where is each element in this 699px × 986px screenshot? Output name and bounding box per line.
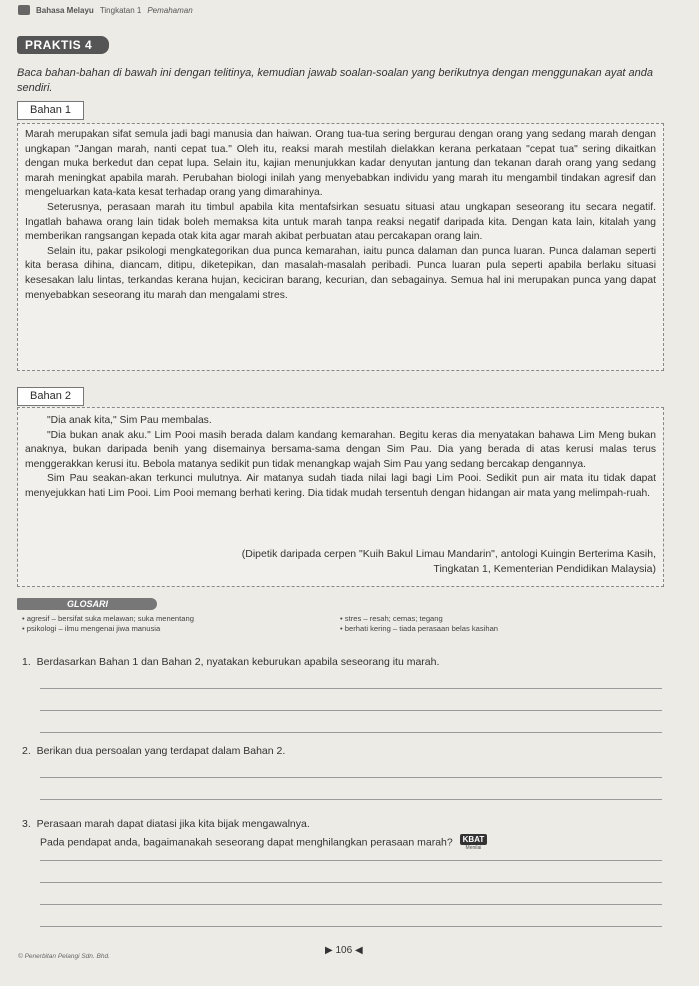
glossary-item: • berhati kering – tiada perasaan belas kasihan (340, 624, 499, 633)
glossary-right (340, 614, 670, 634)
answer-line[interactable] (40, 904, 662, 905)
book-logo-icon (18, 5, 30, 15)
answer-line[interactable] (40, 688, 662, 689)
glossary-left (22, 614, 322, 634)
question-3-part2: Pada pendapat anda, bagaimanakah seseorang dapat menghilangkan perasaan marah? KBAT Menilai (40, 834, 665, 851)
page-number: ▶ 106 ◀ (325, 945, 363, 956)
header-subject: Bahasa Melayu (36, 5, 94, 15)
glossary-item: • agresif – bersifat suka melawan; suka menentang (22, 614, 194, 623)
publisher-credit: © Penerbitan Pelangi Sdn. Bhd. (18, 953, 110, 960)
question-3: 3. Perasaan marah dapat diatasi jika kita bijak mengawalnya. (22, 818, 310, 830)
bahan2-paragraph: "Dia anak kita," Sim Pau membalas. (47, 415, 212, 426)
header-grade: Tingkatan 1 (99, 5, 142, 15)
source-citation (25, 547, 656, 577)
bahan1-paragraph: Seterusnya, perasaan marah itu timbul apabila kita mentafsirkan sesuatu situasi atau ungkapan seseorang itu secara negatif. Ingatlah bahawa orang lain tidak boleh memaksa kita untuk marah tanpa reaksi negatif daripada kita. Dengan kata lain, kitalah yang memberikan rangsangan kepada otak kita agar marah akibat perbuatan atau percakapan orang lain. (25, 201, 656, 243)
answer-line[interactable] (40, 860, 662, 861)
answer-line[interactable] (40, 777, 662, 778)
instructions: Baca bahan-bahan di bawah ini dengan telitinya, kemudian jawab soalan-soalan yang berikutnya dengan menggunakan ayat anda sendiri. (17, 67, 654, 94)
question-1: 1. Berdasarkan Bahan 1 dan Bahan 2, nyatakan keburukan apabila seseorang itu marah. (22, 656, 440, 668)
bahan2-paragraph: "Dia bukan anak aku." Lim Pooi masih berada dalam kandang kemarahan. Begitu keras dia menyatakan bahawa Lim Meng bukan anaknya, bukan daripada benih yang disemainya bersama-sama dengan Sim Pau. Dia yang berada di atas kerusi malas terus menggerakkan kerusi itu. Bebola matanya sedikit pun tidak menangkap wajah Sim Pau yang sedang bercakap dengannya. (25, 429, 656, 470)
bahan1-paragraph: Selain itu, pakar psikologi mengkategorikan dua punca kemarahan, iaitu punca dalaman dan punca luaran. Punca dalaman seperti kita berasa dihina, diancam, ditipu, diketepikan, dan masalah-masalah peribadi. Punca luaran pula seperti apabila berlaku situasi kesesakan lalu lintas, terkandas kerana hujan, keciciran barang, kecurian, dan sebagainya. Semua hal ini merupakan punca yang dapat menyebabkan seseorang itu marah dan mengalami stres. (25, 245, 656, 301)
question-2: 2. Berikan dua persoalan yang terdapat dalam Bahan 2. (22, 745, 286, 757)
bahan2-text (25, 414, 656, 502)
answer-line[interactable] (40, 710, 662, 711)
answer-line[interactable] (40, 799, 662, 800)
answer-line[interactable] (40, 926, 662, 927)
bahan2-paragraph: Sim Pau seakan-akan terkunci mulutnya. Air matanya sudah tiada nilai lagi bagi Lim Pooi. Sedikit pun air mata itu tidak dapat menyejukkan hati Lim Pooi. Lim Pooi memang berhati kering. Dia tidak mudah tersentuh dengan hidangan air mata yang melimpah-ruah. (25, 473, 656, 499)
kbat-badge: KBAT Menilai (460, 834, 488, 851)
section-title: PRAKTIS 4 (17, 36, 109, 54)
bahan2-label: Bahan 2 (17, 387, 84, 406)
header-chapter: Pemahaman (147, 5, 193, 15)
triangle-left-icon: ◀ (354, 945, 363, 956)
glossary-item: • stres – resah; cemas; tegang (340, 614, 443, 623)
bahan1-paragraph: Marah merupakan sifat semula jadi bagi manusia dan haiwan. Orang tua-tua sering bergurau dengan orang yang sedang marah dengan ungkapan "Jangan marah, nanti cepat tua." Oleh itu, reaksi marah mestilah dielakkan kerana perkataan "cepat tua" sering dikaitkan dengan muka berkedut dan cepat lupa. Selain itu, kajian menunjukkan kadar denyutan jantung dan tekanan darah orang yang sedang marah meningkat apabila marah. Perubahan biologi inilah yang menyebabkan individu yang marah itu mengambil tindakan agresif dan mengeluarkan kata-kata kesat terhadap orang yang dimarahinya. (25, 129, 656, 199)
running-header (18, 5, 193, 15)
glossary-item: • psikologi – ilmu mengenai jiwa manusia (22, 624, 161, 633)
bahan1-label: Bahan 1 (17, 101, 84, 120)
triangle-right-icon: ▶ (325, 945, 333, 956)
bahan1-text (25, 128, 656, 303)
source-line: Tingkatan 1, Kementerian Pendidikan Malaysia) (433, 563, 656, 575)
answer-line[interactable] (40, 882, 662, 883)
answer-line[interactable] (40, 732, 662, 733)
glosari-title: GLOSARI (17, 598, 157, 610)
source-line: (Dipetik daripada cerpen "Kuih Bakul Limau Mandarin", antologi Kuingin Berterima Kasih, (241, 548, 656, 560)
